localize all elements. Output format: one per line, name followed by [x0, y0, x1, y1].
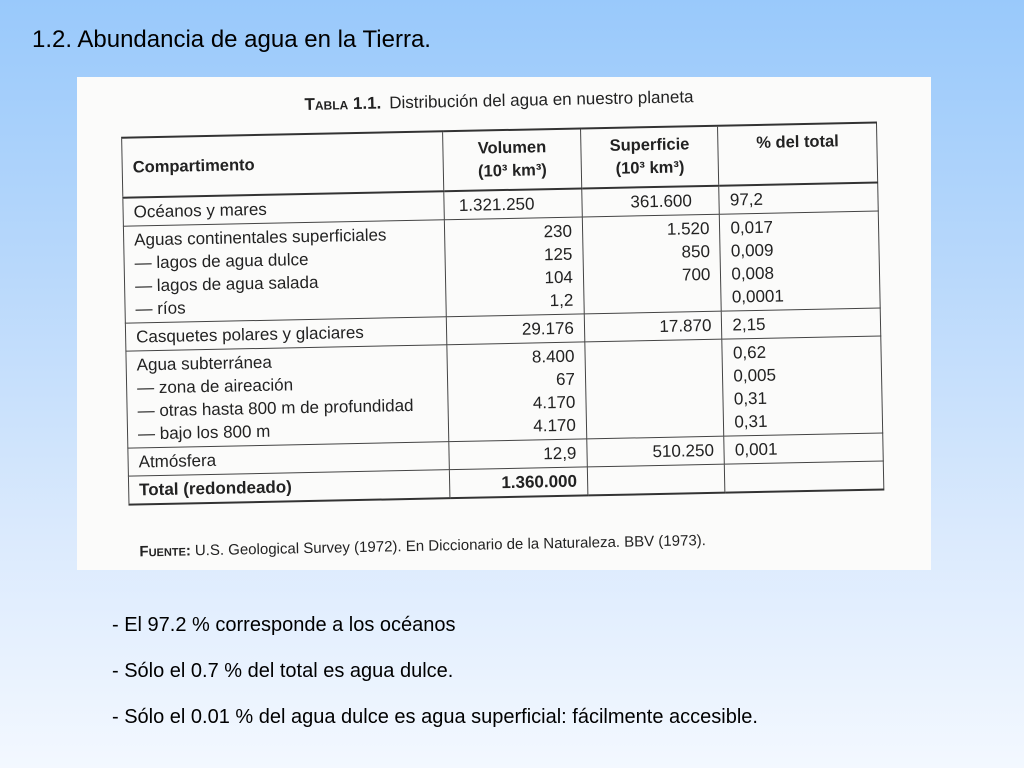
- bullet-item: - Sólo el 0.01 % del agua dulce es agua superficial: fácilmente accesible.: [112, 706, 758, 728]
- volume-cell: [449, 439, 587, 470]
- compartment-cell: [126, 345, 449, 448]
- percent-value: 0,008: [731, 263, 775, 284]
- compartment-line: — otras hasta 800 m de profundidad: [137, 395, 414, 421]
- compartment-line: Agua subterránea: [136, 352, 273, 375]
- surface-cell: [587, 436, 725, 467]
- volume-value: 1.321.250: [458, 194, 535, 215]
- percent-value: 97,2: [729, 189, 764, 210]
- table-row: [126, 336, 883, 448]
- table-source: [139, 532, 706, 560]
- compartment-line: — bajo los 800 m: [137, 421, 271, 444]
- percent-value: 0,017: [730, 217, 774, 238]
- percent-cell: [725, 461, 884, 493]
- compartment-line: — zona de aireación: [136, 375, 294, 398]
- compartment-line: Casquetes polares y glaciares: [135, 322, 365, 347]
- volume-value: 4.170: [532, 392, 576, 413]
- water-distribution-table: [121, 122, 884, 506]
- surface-value: 361.600: [630, 191, 693, 212]
- scanned-table-content: [77, 77, 931, 570]
- percent-value: 0,31: [734, 411, 768, 432]
- table-caption: [304, 87, 693, 115]
- volume-cell: [447, 314, 585, 345]
- compartment-line: Atmósfera: [138, 450, 217, 472]
- compartment-cell: [123, 220, 446, 323]
- bullet-item: - Sólo el 0.7 % del total es agua dulce.: [112, 660, 454, 682]
- volume-value: 29.176: [521, 318, 575, 339]
- slide-title: 1.2. Abundancia de agua en la Tierra.: [32, 26, 431, 53]
- volume-value: 1,2: [549, 290, 574, 311]
- compartment-line: Océanos y mares: [133, 199, 268, 222]
- volume-value: 8.400: [531, 346, 575, 367]
- volume-value: 125: [543, 244, 573, 265]
- percent-cell: [722, 308, 881, 339]
- compartment-line: Aguas continentales superficiales: [133, 225, 387, 250]
- volume-cell: [450, 467, 588, 498]
- source-text: U.S. Geological Survey (1972). En Diccionario de la Naturaleza. BBV (1973).: [194, 532, 707, 560]
- volume-value: 67: [555, 369, 576, 390]
- percent-value: 0,005: [733, 365, 777, 386]
- table-caption-label: Tabla 1.1.: [304, 93, 382, 115]
- percent-cell: [719, 183, 878, 215]
- compartment-line: — lagos de agua dulce: [134, 249, 309, 273]
- source-label: Fuente:: [139, 542, 192, 561]
- surface-value: 17.870: [659, 315, 712, 336]
- volume-value: 12,9: [543, 443, 577, 464]
- percent-value: 2,15: [732, 314, 766, 335]
- surface-value: 850: [681, 241, 711, 262]
- percent-value: 0,001: [734, 439, 778, 460]
- header-volume: [443, 128, 582, 191]
- compartment-cell: [128, 470, 450, 505]
- surface-value: 1.520: [666, 218, 710, 239]
- percent-cell: [720, 211, 881, 311]
- surface-value: 510.250: [652, 440, 715, 462]
- surface-cell: [584, 311, 722, 342]
- surface-cell: [585, 339, 724, 439]
- surface-value: 700: [681, 264, 711, 285]
- percent-value: 0,0001: [731, 286, 785, 307]
- header-volume-label: Volumen: [477, 138, 547, 158]
- percent-cell: [722, 336, 883, 436]
- scanned-table-image: [77, 77, 931, 570]
- volume-value: 1.360.000: [501, 471, 578, 493]
- header-surface-label: Superficie: [609, 135, 690, 155]
- header-volume-unit: (10³ km³): [477, 161, 548, 181]
- percent-value: 0,31: [733, 388, 768, 409]
- compartment-line: — lagos de agua salada: [134, 272, 319, 296]
- surface-cell: [582, 186, 720, 217]
- volume-value: 230: [543, 221, 573, 242]
- volume-cell: [445, 217, 584, 317]
- volume-value: 4.170: [533, 415, 577, 436]
- volume-cell: [447, 342, 586, 442]
- percent-cell: [724, 433, 883, 464]
- bullet-list: [112, 614, 758, 752]
- compartment-line: — ríos: [135, 298, 186, 319]
- surface-cell: [587, 464, 725, 495]
- volume-cell: [444, 188, 582, 219]
- header-compartment: Compartimento: [122, 131, 444, 197]
- table-caption-text: Distribución del agua en nuestro planeta: [389, 87, 694, 113]
- header-surface: [580, 126, 719, 189]
- surface-cell: [582, 214, 721, 314]
- volume-value: 104: [544, 267, 574, 288]
- header-percent: % del total: [718, 123, 878, 186]
- percent-value: 0,62: [732, 342, 767, 363]
- compartment-line: Total (redondeado): [139, 477, 293, 500]
- table-row: [123, 211, 880, 323]
- bullet-item: - El 97.2 % corresponde a los océanos: [112, 614, 456, 636]
- header-surface-unit: (10³ km³): [615, 158, 685, 178]
- percent-value: 0,009: [730, 240, 774, 261]
